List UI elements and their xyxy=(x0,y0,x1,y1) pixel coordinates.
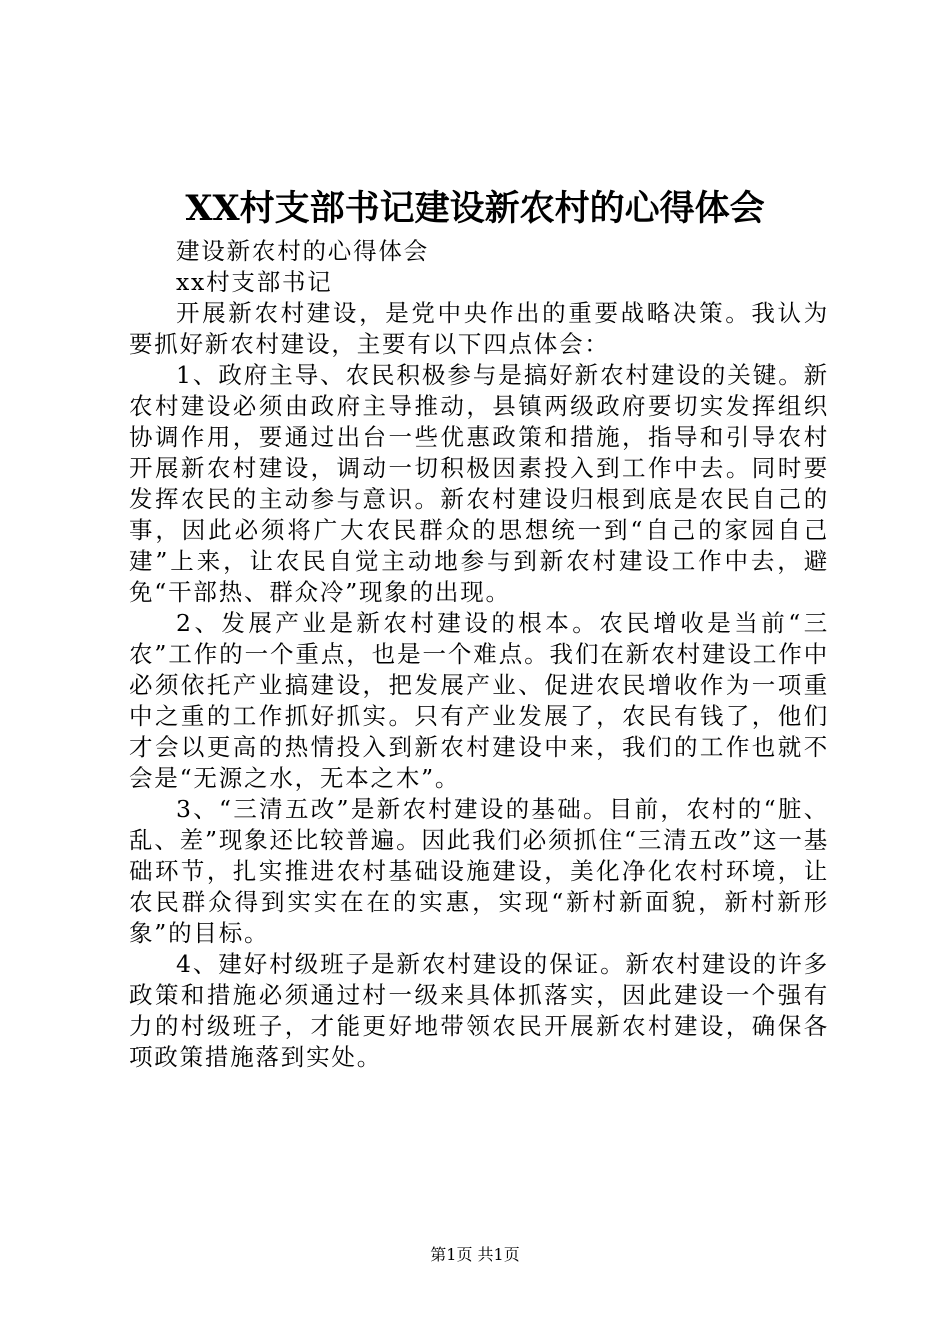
paragraph-intro: 开展新农村建设，是党中央作出的重要战略决策。我认为要抓好新农村建设，主要有以下四点体会： xyxy=(129,299,829,358)
document-subtitle: 建设新农村的心得体会 xyxy=(176,237,429,265)
document-title: XX村支部书记建设新农村的心得体会 xyxy=(185,188,765,229)
paragraph-point-1: 1、政府主导、农民积极参与是搞好新农村建设的关键。新农村建设必须由政府主导推动，县镇两级政府要切实发挥组织协调作用，要通过出台一些优惠政策和措施，指导和引导农村开展新农村建设，调动一切积极因素投入到工作中去。同时要发挥农民的主动参与意识。新农村建设归根到底是农民自己的事，因此必须将广大农民群众的思想统一到“自己的家园自己建”上来，让农民自觉主动地参与到新农村建设工作中去，避免“干部热、群众冷”现象的出现。 xyxy=(129,361,829,606)
page-number-footer: 第1页 共1页 xyxy=(430,1245,520,1264)
paragraph-point-3: 3、“三清五改”是新农村建设的基础。目前，农村的“脏、乱、差”现象还比较普遍。因此我们必须抓住“三清五改”这一基础环节，扎实推进农村基础设施建设，美化净化农村环境，让农民群众得到实实在在的实惠，实现“新村新面貌，新村新形象”的目标。 xyxy=(129,795,829,947)
document-body xyxy=(129,236,829,1073)
paragraph-point-4: 4、建好村级班子是新农村建设的保证。新农村建设的许多政策和措施必须通过村一级来具体抓落实，因此建设一个强有力的村级班子，才能更好地带领农民开展新农村建设，确保各项政策措施落到实处。 xyxy=(129,950,829,1071)
paragraph-point-2: 2、发展产业是新农村建设的根本。农民增收是当前“三农”工作的一个重点，也是一个难点。我们在新农村建设工作中必须依托产业搞建设，把发展产业、促进农民增收作为一项重中之重的工作抓好抓实。只有产业发展了，农民有钱了，他们才会以更高的热情投入到新农村建设中来，我们的工作也就不会是“无源之水，无本之木”。 xyxy=(129,609,829,792)
document-author: xx村支部书记 xyxy=(176,268,333,296)
